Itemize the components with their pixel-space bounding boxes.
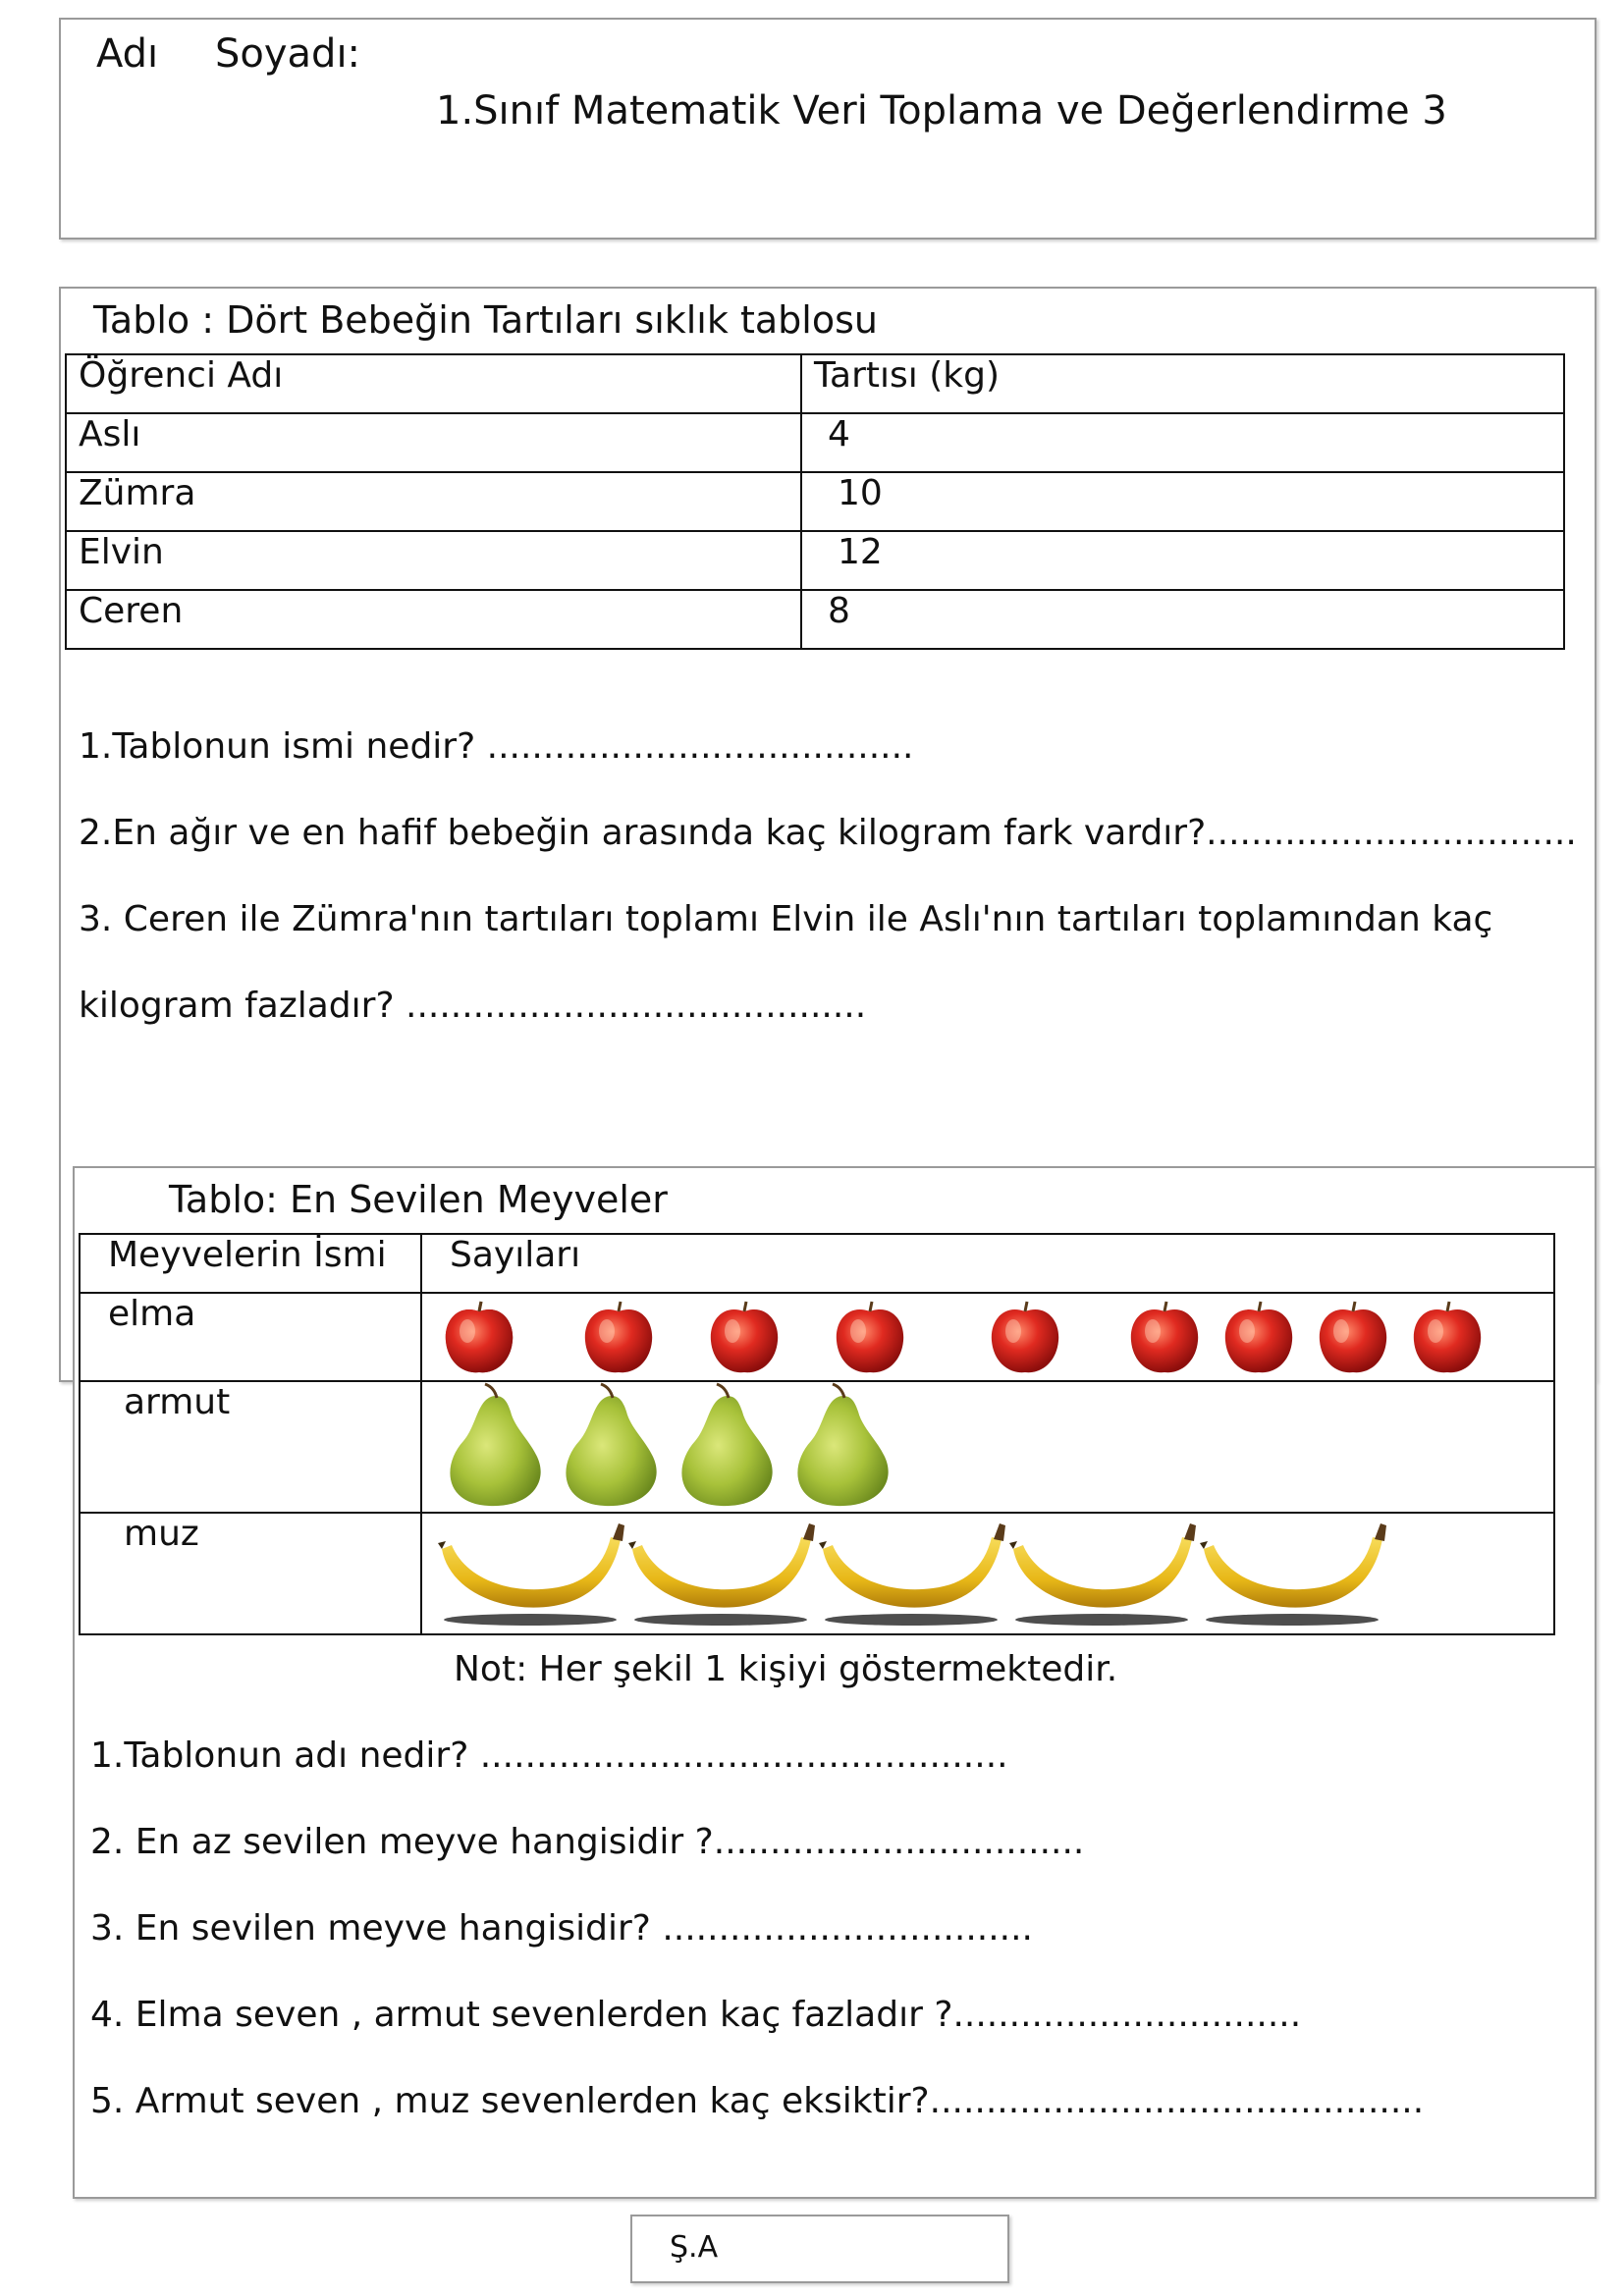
fruit-name: elma	[80, 1293, 421, 1381]
banana-icon	[628, 1523, 815, 1626]
question-2: 2. En az sevilen meyve hangisidir ?.................................	[90, 1822, 1085, 1862]
apple-icon	[1225, 1302, 1292, 1372]
banana-icon	[1009, 1523, 1196, 1626]
question-1: 1.Tablonun adı nedir? ...............................................	[90, 1735, 1008, 1776]
banana-icon	[819, 1523, 1005, 1626]
table-row	[66, 472, 1564, 531]
fruit-name: muz	[80, 1513, 421, 1634]
header-box	[59, 18, 1597, 240]
baby-weights-table	[65, 353, 1565, 650]
fruit-name: armut	[80, 1381, 421, 1513]
baby-name: Aslı	[66, 413, 801, 472]
table-row	[80, 1513, 1554, 1634]
table-row	[66, 413, 1564, 472]
question-4: 4. Elma seven , armut sevenlerden kaç fazladır ?...............................	[90, 1995, 1302, 2035]
table-row	[66, 590, 1564, 649]
pear-pictogram-cell	[421, 1381, 1554, 1513]
apple-icon	[1131, 1302, 1198, 1372]
surname-label: Soyadı:	[215, 31, 361, 77]
baby-name: Elvin	[66, 531, 801, 590]
author-initials: Ş.A	[670, 2230, 719, 2265]
pear-pictogram	[422, 1382, 1553, 1510]
column-header-weight: Tartısı (kg)	[801, 354, 1564, 413]
pictogram-note: Not: Her şekil 1 kişiyi göstermektedir.	[454, 1649, 1118, 1689]
footer-box	[630, 2215, 1009, 2283]
baby-weight: 8	[801, 590, 1564, 649]
baby-name: Zümra	[66, 472, 801, 531]
column-header-count: Sayıları	[421, 1234, 1554, 1293]
table-header-row	[80, 1234, 1554, 1293]
question-1: 1.Tablonun ismi nedir? ......................................	[79, 726, 914, 767]
favorite-fruits-table	[79, 1233, 1555, 1635]
apple-icon	[992, 1302, 1058, 1372]
banana-pictogram	[422, 1514, 1553, 1629]
apple-pictogram	[422, 1294, 1553, 1378]
table-row	[66, 531, 1564, 590]
question-5: 5. Armut seven , muz sevenlerden kaç eksiktir?............................................	[90, 2081, 1425, 2121]
apple-icon	[711, 1302, 778, 1372]
apple-icon	[585, 1302, 652, 1372]
table1-caption: Tablo : Dört Bebeğin Tartıları sıklık tablosu	[93, 298, 878, 342]
column-header-fruit: Meyvelerin İsmi	[80, 1234, 421, 1293]
table2-caption: Tablo: En Sevilen Meyveler	[169, 1178, 668, 1221]
name-label: Adı	[96, 31, 159, 77]
banana-pictogram-cell	[421, 1513, 1554, 1634]
apple-icons	[438, 1294, 1518, 1378]
pear-icon	[681, 1384, 772, 1506]
question-3-continued: kilogram fazladır? .........................................	[79, 986, 867, 1026]
pear-icons	[434, 1382, 905, 1510]
table-row	[80, 1293, 1554, 1381]
baby-weight: 10	[801, 472, 1564, 531]
banana-icons	[436, 1514, 1398, 1629]
column-header-name: Öğrenci Adı	[66, 354, 801, 413]
baby-weight: 4	[801, 413, 1564, 472]
pear-icon	[797, 1384, 888, 1506]
question-3: 3. En sevilen meyve hangisidir? .................................	[90, 1908, 1033, 1949]
question-2: 2.En ağır ve en hafif bebeğin arasında kaç kilogram fark vardır?.................................	[79, 813, 1577, 853]
worksheet-title: 1.Sınıf Matematik Veri Toplama ve Değerlendirme 3	[436, 88, 1447, 133]
banana-icon	[1200, 1523, 1386, 1626]
baby-name: Ceren	[66, 590, 801, 649]
table-row	[80, 1381, 1554, 1513]
apple-icon	[837, 1302, 903, 1372]
apple-pictogram-cell	[421, 1293, 1554, 1381]
table-header-row	[66, 354, 1564, 413]
question-3: 3. Ceren ile Zümra'nın tartıları toplamı Elvin ile Aslı'nın tartıları toplamından kaç	[79, 899, 1493, 939]
baby-weight: 12	[801, 531, 1564, 590]
apple-icon	[1414, 1302, 1481, 1372]
pear-icon	[566, 1384, 656, 1506]
apple-icon	[1320, 1302, 1386, 1372]
favorite-fruits-section	[73, 1166, 1597, 2199]
